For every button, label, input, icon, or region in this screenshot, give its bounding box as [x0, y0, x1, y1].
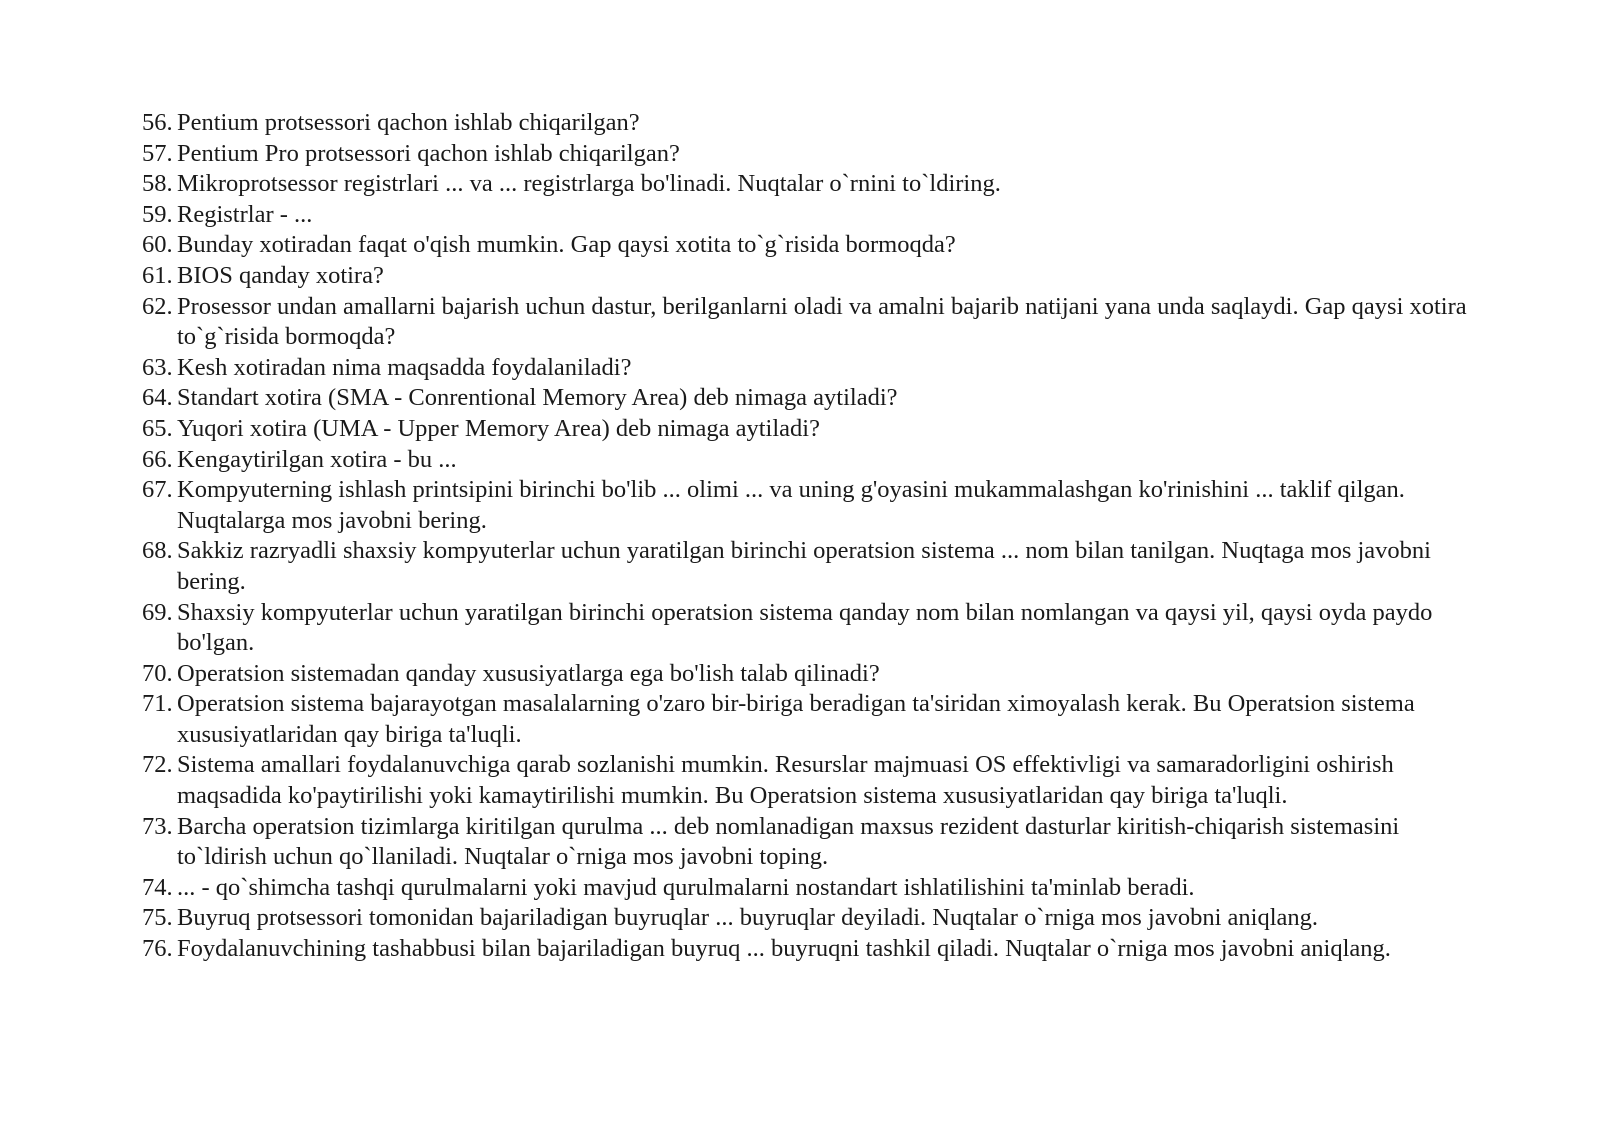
question-item-68 [142, 536, 1482, 597]
question-text: Operatsion sistema bajarayotgan masalalarning o'zaro bir-biriga beradigan ta'siridan ximoyalash kerak. Bu Operatsion sistema xususiyatlaridan qay biriga ta'luqli. [177, 690, 1415, 748]
question-number: 66. [142, 445, 173, 473]
question-item-76 [142, 934, 1482, 965]
question-text: Pentium protsessori qachon ishlab chiqarilgan? [177, 109, 640, 136]
question-number: 70. [142, 659, 173, 687]
question-item-69 [142, 598, 1482, 659]
question-item-71 [142, 689, 1482, 750]
question-number: 65. [142, 414, 173, 442]
question-text: Mikroprotsessor registrlari ... va ... registrlarga bo'linadi. Nuqtalar o`rnini to`ldiring. [177, 170, 1001, 198]
question-item-72 [142, 750, 1482, 811]
question-number: 57. [142, 139, 173, 167]
question-number: 64. [142, 384, 173, 412]
question-text: Bunday xotiradan faqat o'qish mumkin. Gap qaysi xotita to`g`risida bormoqda? [177, 231, 956, 259]
question-number: 68. [142, 537, 173, 565]
question-text: Operatsion sistemadan qanday xususiyatlarga ega bo'lish talab qilinadi? [177, 659, 880, 687]
question-item-58 [142, 169, 1482, 200]
question-text: ... - qo`shimcha tashqi qurulmalarni yoki mavjud qurulmalarni nostandart ishlatilishini ta'minlab beradi. [177, 873, 1195, 901]
question-number: 69. [142, 598, 173, 626]
question-number: 58. [142, 170, 173, 198]
question-text: Registrlar - ... [177, 200, 313, 228]
question-text: Standart xotira (SMA - Conrentional Memory Area) deb nimaga aytiladi? [177, 384, 898, 412]
question-text: Kesh xotiradan nima maqsadda foydalaniladi? [177, 353, 632, 381]
question-number: 71. [142, 690, 173, 718]
question-number: 59. [142, 200, 173, 228]
question-number: 60. [142, 231, 173, 259]
question-item-65 [142, 414, 1482, 445]
question-item-56 [142, 108, 1482, 139]
question-item-63 [142, 353, 1482, 384]
question-text: Sakkiz razryadli shaxsiy kompyuterlar uchun yaratilgan birinchi operatsion sistema ... nom bilan tanilgan. Nuqtaga mos javobni bering. [177, 537, 1431, 595]
question-number: 63. [142, 353, 173, 381]
question-item-70 [142, 659, 1482, 690]
question-number: 62. [142, 292, 173, 320]
question-text: Yuqori xotira (UMA - Upper Memory Area) deb nimaga aytiladi? [177, 414, 820, 442]
question-list [142, 108, 1482, 965]
question-item-59 [142, 200, 1482, 231]
question-number: 75. [142, 904, 173, 932]
question-item-64 [142, 383, 1482, 414]
question-number: 56. [142, 109, 173, 136]
question-text: Sistema amallari foydalanuvchiga qarab sozlanishi mumkin. Resurslar majmuasi OS effektivligi va samaradorligini oshirish maqsadida ko'paytirilishi yoki kamaytirilishi mumkin. Bu Operatsion sistema xususiyatlaridan qay biriga ta'luqli. [177, 751, 1394, 810]
question-number: 61. [142, 261, 173, 289]
question-item-73 [142, 812, 1482, 873]
question-number: 76. [142, 935, 173, 963]
question-item-75 [142, 903, 1482, 934]
question-text: Shaxsiy kompyuterlar uchun yaratilgan birinchi operatsion sistema qanday nom bilan nomlangan va qaysi yil, qaysi oyda paydo bo'lgan. [177, 598, 1433, 657]
question-text: BIOS qanday xotira? [177, 261, 384, 289]
question-text: Foydalanuvchining tashabbusi bilan bajariladigan buyruq ... buyruqni tashkil qiladi. Nuqtalar o`rniga mos javobni aniqlang. [177, 935, 1391, 963]
question-text: Pentium Pro protsessori qachon ishlab chiqarilgan? [177, 139, 680, 167]
question-item-57 [142, 139, 1482, 170]
question-number: 74. [142, 873, 173, 901]
question-text: Kengaytirilgan xotira - bu ... [177, 445, 457, 473]
question-number: 73. [142, 812, 173, 840]
question-item-61 [142, 261, 1482, 292]
question-item-67 [142, 475, 1482, 536]
question-text: Kompyuterning ishlash printsipini birinchi bo'lib ... olimi ... va uning g'oyasini mukammalashgan ko'rinishini ... taklif qilgan. Nuqtalarga mos javobni bering. [177, 476, 1405, 534]
question-item-74 [142, 873, 1482, 904]
question-number: 72. [142, 751, 173, 779]
question-item-66 [142, 445, 1482, 476]
question-item-62 [142, 292, 1482, 353]
question-text: Barcha operatsion tizimlarga kiritilgan qurulma ... deb nomlanadigan maxsus rezident dasturlar kiritish-chiqarish sistemasini to`ldirish uchun qo`llaniladi. Nuqtalar o`rniga mos javobni toping. [177, 812, 1400, 871]
question-item-60 [142, 230, 1482, 261]
question-number: 67. [142, 476, 173, 504]
question-text: Buyruq protsessori tomonidan bajariladigan buyruqlar ... buyruqlar deyiladi. Nuqtalar o`rniga mos javobni aniqlang. [177, 904, 1319, 932]
question-text: Prosessor undan amallarni bajarish uchun dastur, berilganlarni oladi va amalni bajarib natijani yana unda saqlaydi. Gap qaysi xotira to`g`risida bormoqda? [177, 292, 1467, 351]
